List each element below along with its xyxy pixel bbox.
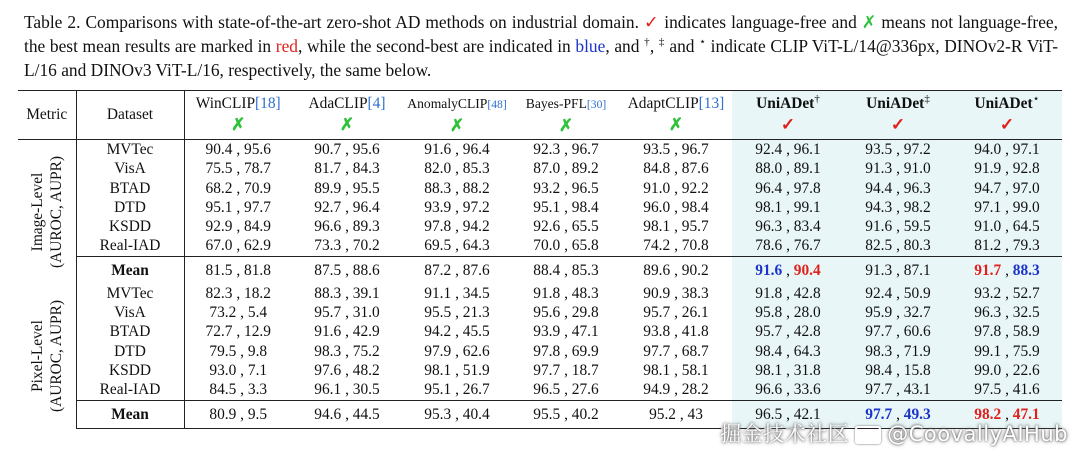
caption-blue-word: blue xyxy=(575,36,606,56)
metric-group-label xyxy=(28,300,66,412)
value-cell: 82.3 , 18.2 xyxy=(205,284,271,302)
value-cell: 92.9 , 84.9 xyxy=(205,218,271,236)
double-dagger-symbol: ‡ xyxy=(658,36,665,49)
value-cell: 97.8 , 58.9 xyxy=(952,322,1062,341)
mean-row xyxy=(18,256,1062,284)
value-cell: 72.7 , 12.9 xyxy=(205,323,271,341)
value-cell: 73.2 , 5.4 xyxy=(209,304,268,322)
cross-icon: ✗ xyxy=(558,115,574,135)
table-caption xyxy=(24,10,1058,82)
mean-aupr: 42.1 xyxy=(793,405,821,423)
value-cell: 98.1 , 95.7 xyxy=(643,218,709,236)
value-cell: 96.5 , 27.6 xyxy=(533,381,599,399)
mean-auroc: 95.3 xyxy=(424,405,452,423)
method-citation[interactable]: [13] xyxy=(698,95,725,112)
dagger-symbol: † xyxy=(644,36,650,49)
mean-aupr: 40.4 xyxy=(462,405,490,423)
method-column-header xyxy=(184,91,292,140)
method-name: Bayes-PFL xyxy=(525,95,587,111)
table-row xyxy=(18,322,1062,341)
value-cell: 74.2 , 70.8 xyxy=(643,237,709,255)
mean-value-cell: 89.6 , 90.2 xyxy=(620,256,732,284)
value-cell: 95.1 , 98.4 xyxy=(533,198,599,216)
caption-text: means not language-free, the best mean results are marked in xyxy=(24,12,1058,56)
cross-icon: ✗ xyxy=(861,12,877,32)
caption-text: Table 2. Comparisons with state-of-the-art zero-shot AD methods on industrial domain. xyxy=(24,12,644,32)
mean-value-cell: 87.2 , 87.6 xyxy=(402,256,512,284)
table-row xyxy=(18,342,1062,361)
value-cell: 99.0 , 22.6 xyxy=(952,361,1062,380)
method-citation[interactable]: [4] xyxy=(367,95,386,112)
value-cell: 93.8 , 41.8 xyxy=(643,323,709,341)
mean-aupr: 90.4 xyxy=(793,261,821,279)
value-cell: 98.1 , 58.1 xyxy=(643,361,709,379)
dataset-cell: KSDD xyxy=(76,361,184,380)
method-column-header xyxy=(402,91,512,140)
table-row xyxy=(18,380,1062,400)
mean-label: Mean xyxy=(76,400,184,428)
method-name: WinCLIP xyxy=(195,95,256,112)
check-icon: ✓ xyxy=(890,115,906,134)
value-cell: 91.6 , 59.5 xyxy=(844,217,952,236)
value-cell: 82.5 , 80.3 xyxy=(844,236,952,256)
dataset-header: Dataset xyxy=(76,91,184,140)
method-column-header xyxy=(732,91,844,140)
method-name: AdaCLIP xyxy=(308,95,368,112)
value-cell: 97.6 , 48.2 xyxy=(314,361,380,379)
mean-value-cell: 95.2 , 43 xyxy=(620,400,732,428)
table-row xyxy=(18,361,1062,380)
comparison-table xyxy=(18,90,1062,429)
value-cell: 84.8 , 87.6 xyxy=(643,160,709,178)
mean-auroc: 80.9 xyxy=(209,405,237,423)
value-cell: 92.7 , 96.4 xyxy=(314,198,380,216)
dataset-cell: MVTec xyxy=(76,284,184,303)
mean-value-cell: 95.3 , 40.4 xyxy=(402,400,512,428)
mean-label: Mean xyxy=(76,256,184,284)
mean-aupr: 44.5 xyxy=(352,405,380,423)
method-header-3 xyxy=(516,94,616,115)
mean-value-cell: 81.5 , 81.8 xyxy=(184,256,292,284)
method-header-0 xyxy=(189,94,289,114)
mean-aupr: 85.3 xyxy=(571,261,599,279)
value-cell: 94.4 , 96.3 xyxy=(844,179,952,198)
method-superscript: ‡ xyxy=(924,92,930,105)
watermark-left: 掘金技术社区 xyxy=(720,422,850,446)
value-cell: 91.3 , 91.0 xyxy=(844,159,952,178)
value-cell: 95.8 , 28.0 xyxy=(732,303,844,322)
mean-auroc: 95.5 xyxy=(533,405,561,423)
value-cell: 87.0 , 89.2 xyxy=(533,160,599,178)
mean-aupr: 43 xyxy=(687,405,703,423)
caption-text: , and xyxy=(605,36,645,56)
method-citation[interactable]: [18] xyxy=(255,95,281,112)
method-header-4 xyxy=(624,94,728,114)
metric-group-subtitle: (AUROC, AUPR) xyxy=(47,299,65,412)
mean-value-cell: 91.7 , 88.3 xyxy=(952,256,1062,284)
value-cell: 79.5 , 9.8 xyxy=(209,342,268,360)
value-cell: 69.5 , 64.3 xyxy=(424,237,490,255)
value-cell: 94.0 , 97.1 xyxy=(952,140,1062,160)
mean-aupr: 81.8 xyxy=(244,261,271,279)
mean-aupr: 9.5 xyxy=(247,405,268,423)
method-header-1 xyxy=(296,94,398,114)
value-cell: 81.7 , 84.3 xyxy=(314,160,380,178)
mean-auroc: 87.5 xyxy=(314,261,342,279)
value-cell: 92.6 , 65.5 xyxy=(533,218,599,236)
value-cell: 88.3 , 88.2 xyxy=(424,179,490,197)
value-cell: 99.1 , 75.9 xyxy=(952,342,1062,361)
method-citation[interactable]: [48] xyxy=(487,97,507,111)
dataset-cell: VisA xyxy=(76,303,184,322)
dataset-cell: BTAD xyxy=(76,179,184,198)
value-cell: 96.6 , 89.3 xyxy=(314,218,380,236)
value-cell: 97.7 , 18.7 xyxy=(533,361,599,379)
value-cell: 93.5 , 97.2 xyxy=(844,140,952,160)
value-cell: 94.3 , 98.2 xyxy=(844,198,952,217)
watermark xyxy=(720,418,1068,448)
caption-text: , while the second-best are indicated in xyxy=(298,36,576,56)
value-cell: 91.8 , 42.8 xyxy=(732,284,844,303)
value-cell: 98.1 , 99.1 xyxy=(732,198,844,217)
value-cell: 95.7 , 31.0 xyxy=(314,304,380,322)
check-icon: ✓ xyxy=(780,115,796,134)
check-icon: ✓ xyxy=(999,115,1015,134)
metric-group-subtitle: (AUROC, AUPR) xyxy=(47,155,65,268)
watermark-right: @CoovallyAIHub xyxy=(887,422,1068,446)
method-name: AnomalyCLIP xyxy=(407,95,488,111)
mean-auroc: 89.6 xyxy=(643,261,671,279)
value-cell: 84.5 , 3.3 xyxy=(209,381,268,399)
value-cell: 81.2 , 79.3 xyxy=(952,236,1062,256)
method-column-header xyxy=(844,91,952,140)
method-name: UniADet xyxy=(866,95,925,112)
method-column-header xyxy=(512,91,620,140)
header-row xyxy=(18,91,1062,140)
value-cell: 98.3 , 75.2 xyxy=(314,342,380,360)
value-cell: 94.7 , 97.0 xyxy=(952,179,1062,198)
value-cell: 92.4 , 96.1 xyxy=(732,140,844,160)
value-cell: 95.1 , 97.7 xyxy=(205,198,271,216)
dataset-cell: Real-IAD xyxy=(76,380,184,400)
value-cell: 95.7 , 42.8 xyxy=(732,322,844,341)
mean-aupr: 88.6 xyxy=(352,261,380,279)
mean-auroc: 81.5 xyxy=(205,261,233,279)
value-cell: 73.3 , 70.2 xyxy=(314,237,380,255)
value-cell: 95.9 , 32.7 xyxy=(844,303,952,322)
mean-auroc: 95.2 xyxy=(649,405,676,423)
mean-aupr: 87.6 xyxy=(462,261,490,279)
value-cell: 75.5 , 78.7 xyxy=(205,160,271,178)
value-cell: 92.4 , 50.9 xyxy=(844,284,952,303)
mean-auroc: 91.6 xyxy=(755,261,783,279)
method-citation[interactable]: [30] xyxy=(586,97,607,111)
value-cell: 70.0 , 65.8 xyxy=(533,237,599,255)
value-cell: 96.3 , 32.5 xyxy=(952,303,1062,322)
value-cell: 95.1 , 26.7 xyxy=(424,381,490,399)
value-cell: 91.0 , 92.2 xyxy=(643,179,709,197)
value-cell: 98.1 , 31.8 xyxy=(732,361,844,380)
caption-red-word: red xyxy=(275,36,298,56)
value-cell: 90.7 , 95.6 xyxy=(314,141,380,158)
mean-aupr: 90.2 xyxy=(681,261,709,279)
value-cell: 97.8 , 69.9 xyxy=(533,342,599,360)
value-cell: 90.9 , 38.3 xyxy=(643,284,709,302)
mean-auroc: 91.7 xyxy=(974,261,1002,279)
cross-icon: ✗ xyxy=(668,115,684,134)
mean-auroc: 98.2 xyxy=(974,405,1002,423)
value-cell: 78.6 , 76.7 xyxy=(732,236,844,256)
value-cell: 98.1 , 51.9 xyxy=(424,361,490,379)
dataset-cell: MVTec xyxy=(76,140,184,160)
value-cell: 93.2 , 52.7 xyxy=(952,284,1062,303)
method-superscript: † xyxy=(814,92,820,105)
cross-icon: ✗ xyxy=(449,115,465,135)
table-row xyxy=(18,303,1062,322)
cross-icon: ✗ xyxy=(339,115,355,134)
table-row xyxy=(18,140,1062,160)
mean-auroc: 96.5 xyxy=(755,405,783,423)
mean-value-cell: 91.3 , 87.1 xyxy=(844,256,952,284)
value-cell: 97.8 , 94.2 xyxy=(424,218,490,236)
mean-aupr: 47.1 xyxy=(1012,405,1040,423)
mean-value-cell: 80.9 , 9.5 xyxy=(184,400,292,428)
value-cell: 93.9 , 47.1 xyxy=(533,323,599,341)
caption-text: indicates language-free and xyxy=(659,12,862,32)
value-cell: 89.9 , 95.5 xyxy=(314,179,380,197)
method-header-6 xyxy=(848,94,948,114)
value-cell: 97.1 , 99.0 xyxy=(952,198,1062,217)
caption-text: indicate CLIP ViT-L/14@336px, DINOv2-R ViT-L/16 and DINOv3 ViT-L/16, respectively, the same below. xyxy=(24,36,1058,80)
mean-value-cell: 91.6 , 90.4 xyxy=(732,256,844,284)
table-row xyxy=(18,198,1062,217)
caption-text: and xyxy=(664,36,700,56)
value-cell: 97.5 , 41.6 xyxy=(952,380,1062,400)
value-cell: 88.0 , 89.1 xyxy=(732,159,844,178)
metric-group-title: Pixel-Level xyxy=(28,320,46,392)
value-cell: 98.3 , 71.9 xyxy=(844,342,952,361)
metric-group-label xyxy=(28,156,66,268)
metric-group-cell xyxy=(18,284,76,428)
table-row xyxy=(18,179,1062,198)
value-cell: 90.4 , 95.6 xyxy=(205,141,271,158)
value-cell: 91.1 , 34.5 xyxy=(424,284,490,302)
dataset-cell: DTD xyxy=(76,342,184,361)
value-cell: 97.9 , 62.6 xyxy=(424,342,490,360)
table-row xyxy=(18,284,1062,303)
value-cell: 93.2 , 96.5 xyxy=(533,179,599,197)
value-cell: 93.9 , 97.2 xyxy=(424,198,490,216)
camera-icon xyxy=(855,426,881,444)
value-cell: 95.7 , 26.1 xyxy=(643,304,709,322)
dataset-cell: Real-IAD xyxy=(76,236,184,256)
value-cell: 94.9 , 28.2 xyxy=(643,381,709,399)
mean-value-cell: 96.5 , 42.1 xyxy=(732,400,844,428)
mean-auroc: 91.3 xyxy=(865,261,893,279)
value-cell: 68.2 , 70.9 xyxy=(205,179,271,197)
value-cell: 96.3 , 83.4 xyxy=(732,217,844,236)
method-header-7 xyxy=(956,94,1058,114)
method-name: UniADet xyxy=(974,95,1033,112)
star-symbol: ⋆ xyxy=(699,36,707,49)
mean-auroc: 88.4 xyxy=(533,261,561,279)
value-cell: 95.6 , 29.8 xyxy=(533,304,599,322)
dataset-cell: KSDD xyxy=(76,217,184,236)
method-column-header xyxy=(620,91,732,140)
mean-auroc: 94.6 xyxy=(314,405,342,423)
mean-aupr: 40.2 xyxy=(571,405,599,423)
value-cell: 82.0 , 85.3 xyxy=(424,160,490,178)
value-cell: 67.0 , 62.9 xyxy=(205,237,271,255)
mean-auroc: 97.7 xyxy=(865,405,893,423)
method-header-2 xyxy=(406,94,508,115)
value-cell: 96.0 , 98.4 xyxy=(643,198,709,216)
value-cell: 98.4 , 15.8 xyxy=(844,361,952,380)
mean-value-cell: 97.7 , 49.3 xyxy=(844,400,952,428)
value-cell: 98.4 , 64.3 xyxy=(732,342,844,361)
value-cell: 91.0 , 64.5 xyxy=(952,217,1062,236)
method-superscript: ⋆ xyxy=(1032,92,1040,105)
mean-aupr: 88.3 xyxy=(1012,261,1040,279)
mean-auroc: 87.2 xyxy=(424,261,452,279)
value-cell: 88.3 , 39.1 xyxy=(314,284,380,302)
mean-value-cell: 94.6 , 44.5 xyxy=(292,400,402,428)
dataset-cell: VisA xyxy=(76,159,184,178)
value-cell: 91.9 , 92.8 xyxy=(952,159,1062,178)
value-cell: 91.6 , 42.9 xyxy=(314,323,380,341)
method-column-header xyxy=(952,91,1062,140)
mean-value-cell: 88.4 , 85.3 xyxy=(512,256,620,284)
method-column-header xyxy=(292,91,402,140)
mean-value-cell: 95.5 , 40.2 xyxy=(512,400,620,428)
cross-icon: ✗ xyxy=(231,115,246,134)
mean-value-cell: 98.2 , 47.1 xyxy=(952,400,1062,428)
dataset-cell: BTAD xyxy=(76,322,184,341)
value-cell: 91.6 , 96.4 xyxy=(424,141,490,158)
value-cell: 97.7 , 43.1 xyxy=(844,380,952,400)
caption-text: , xyxy=(649,36,659,56)
check-icon: ✓ xyxy=(643,12,660,32)
mean-value-cell: 87.5 , 88.6 xyxy=(292,256,402,284)
value-cell: 96.6 , 33.6 xyxy=(732,380,844,400)
table-row xyxy=(18,159,1062,178)
value-cell: 91.8 , 48.3 xyxy=(533,284,599,302)
metric-group-cell xyxy=(18,140,76,284)
value-cell: 96.1 , 30.5 xyxy=(314,381,380,399)
value-cell: 93.0 , 7.1 xyxy=(209,361,268,379)
value-cell: 93.5 , 96.7 xyxy=(643,141,709,158)
value-cell: 94.2 , 45.5 xyxy=(424,323,490,341)
value-cell: 97.7 , 60.6 xyxy=(844,322,952,341)
method-header-5 xyxy=(736,94,840,114)
method-name: UniADet xyxy=(756,95,815,112)
metric-group-title: Image-Level xyxy=(28,172,46,252)
table-row xyxy=(18,236,1062,256)
value-cell: 95.5 , 21.3 xyxy=(424,304,490,322)
value-cell: 96.4 , 97.8 xyxy=(732,179,844,198)
mean-aupr: 87.1 xyxy=(903,261,931,279)
metric-header: Metric xyxy=(18,91,76,140)
mean-aupr: 49.3 xyxy=(903,405,931,423)
value-cell: 97.7 , 68.7 xyxy=(643,342,709,360)
value-cell: 92.3 , 96.7 xyxy=(533,141,599,158)
dataset-cell: DTD xyxy=(76,198,184,217)
method-name: AdaptCLIP xyxy=(627,95,699,112)
table-row xyxy=(18,217,1062,236)
